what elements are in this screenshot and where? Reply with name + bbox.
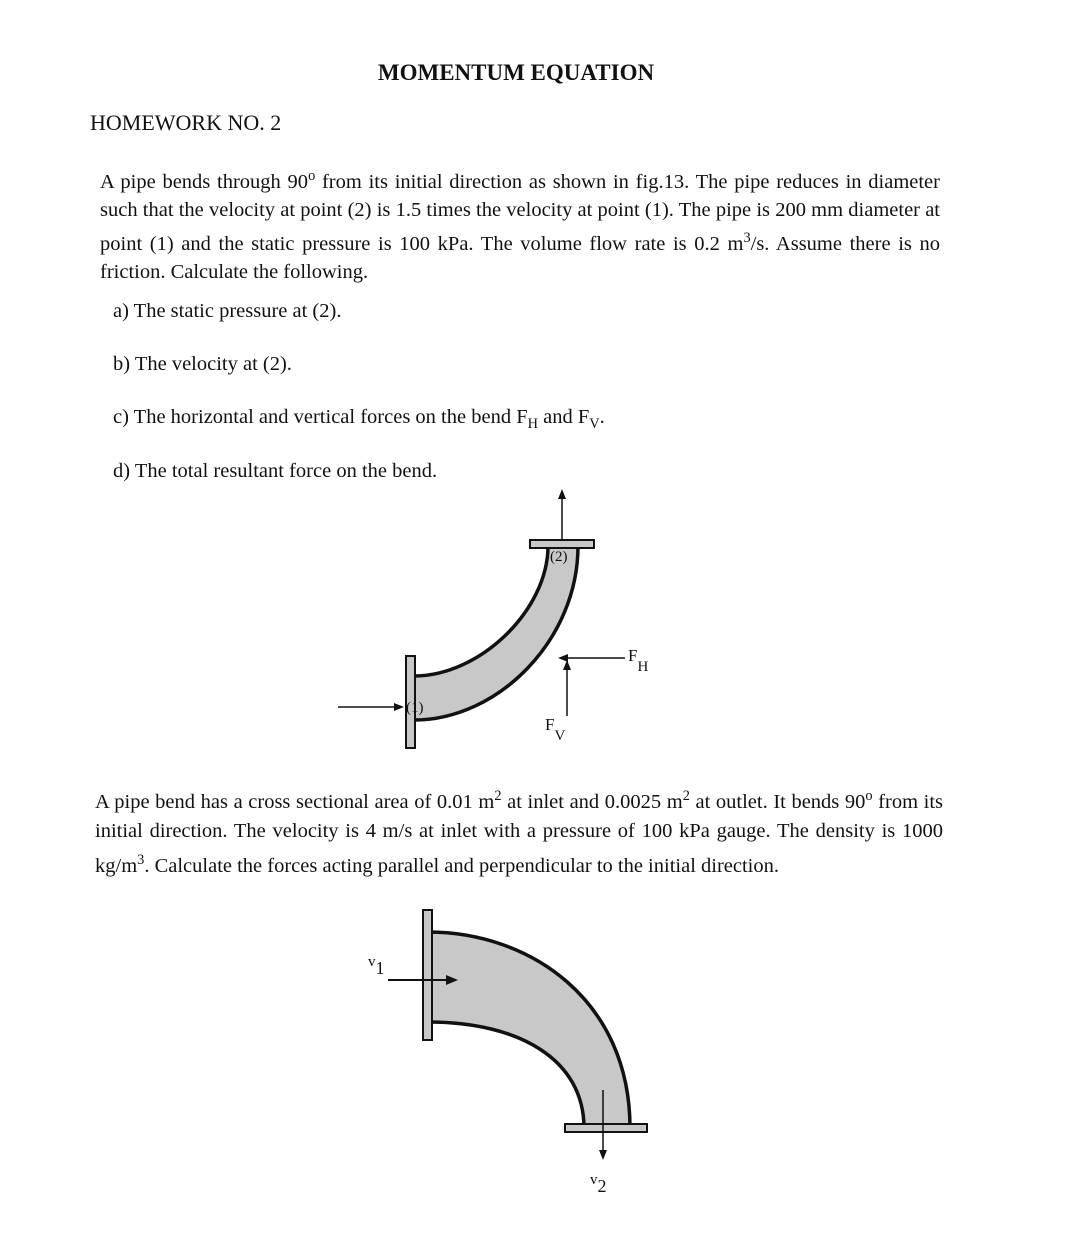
question-c: c) The horizontal and vertical forces on the bend $F_H$ and $F_V$. [113, 406, 605, 433]
label-force-v: FV [545, 715, 566, 744]
v2-arrow [599, 1150, 607, 1160]
inlet-flange-2 [423, 910, 432, 1040]
label-point-1: (1) [406, 700, 424, 716]
label-v1: v1 [368, 954, 385, 978]
problem-2-statement: A pipe bend has a cross sectional area of 0.01 $m^2$ at inlet and 0.0025 $m^2$ at outlet. It bends 90$^o$ from its initial direction. The velocity is 4 m/s at inlet with a pressure of 100 kPa gauge. The density is 1000 $kg/m^3$. Calculate the forces acting parallel and perpendicular to the initial direction. [95, 788, 943, 877]
question-a: a) The static pressure at (2). [113, 300, 342, 322]
outlet-flange-2b [565, 1124, 647, 1132]
label-force-h: FH [628, 646, 649, 675]
question-d: d) The total resultant force on the bend. [113, 460, 438, 482]
label-point-2: (2) [550, 549, 568, 565]
page-title: MOMENTUM EQUATION [377, 60, 655, 85]
label-v2: v2 [590, 1172, 607, 1196]
homework-heading: HOMEWORK NO. 2 [90, 110, 282, 135]
question-b: b) The velocity at (2). [113, 353, 292, 375]
pipe-bend-2-body [428, 932, 630, 1128]
problem-1-statement: A pipe bends through 90$^o$ from its initial direction as shown in fig.13. The pipe reduces in diameter such that the velocity at point (2) is 1.5 times the velocity at point (1). The pipe is 200 mm diameter at point (1) and the static pressure is 100 kPa. The volume flow rate is 0.2 $m^3/s$. Assume there is no friction. Calculate the following. [100, 168, 940, 283]
